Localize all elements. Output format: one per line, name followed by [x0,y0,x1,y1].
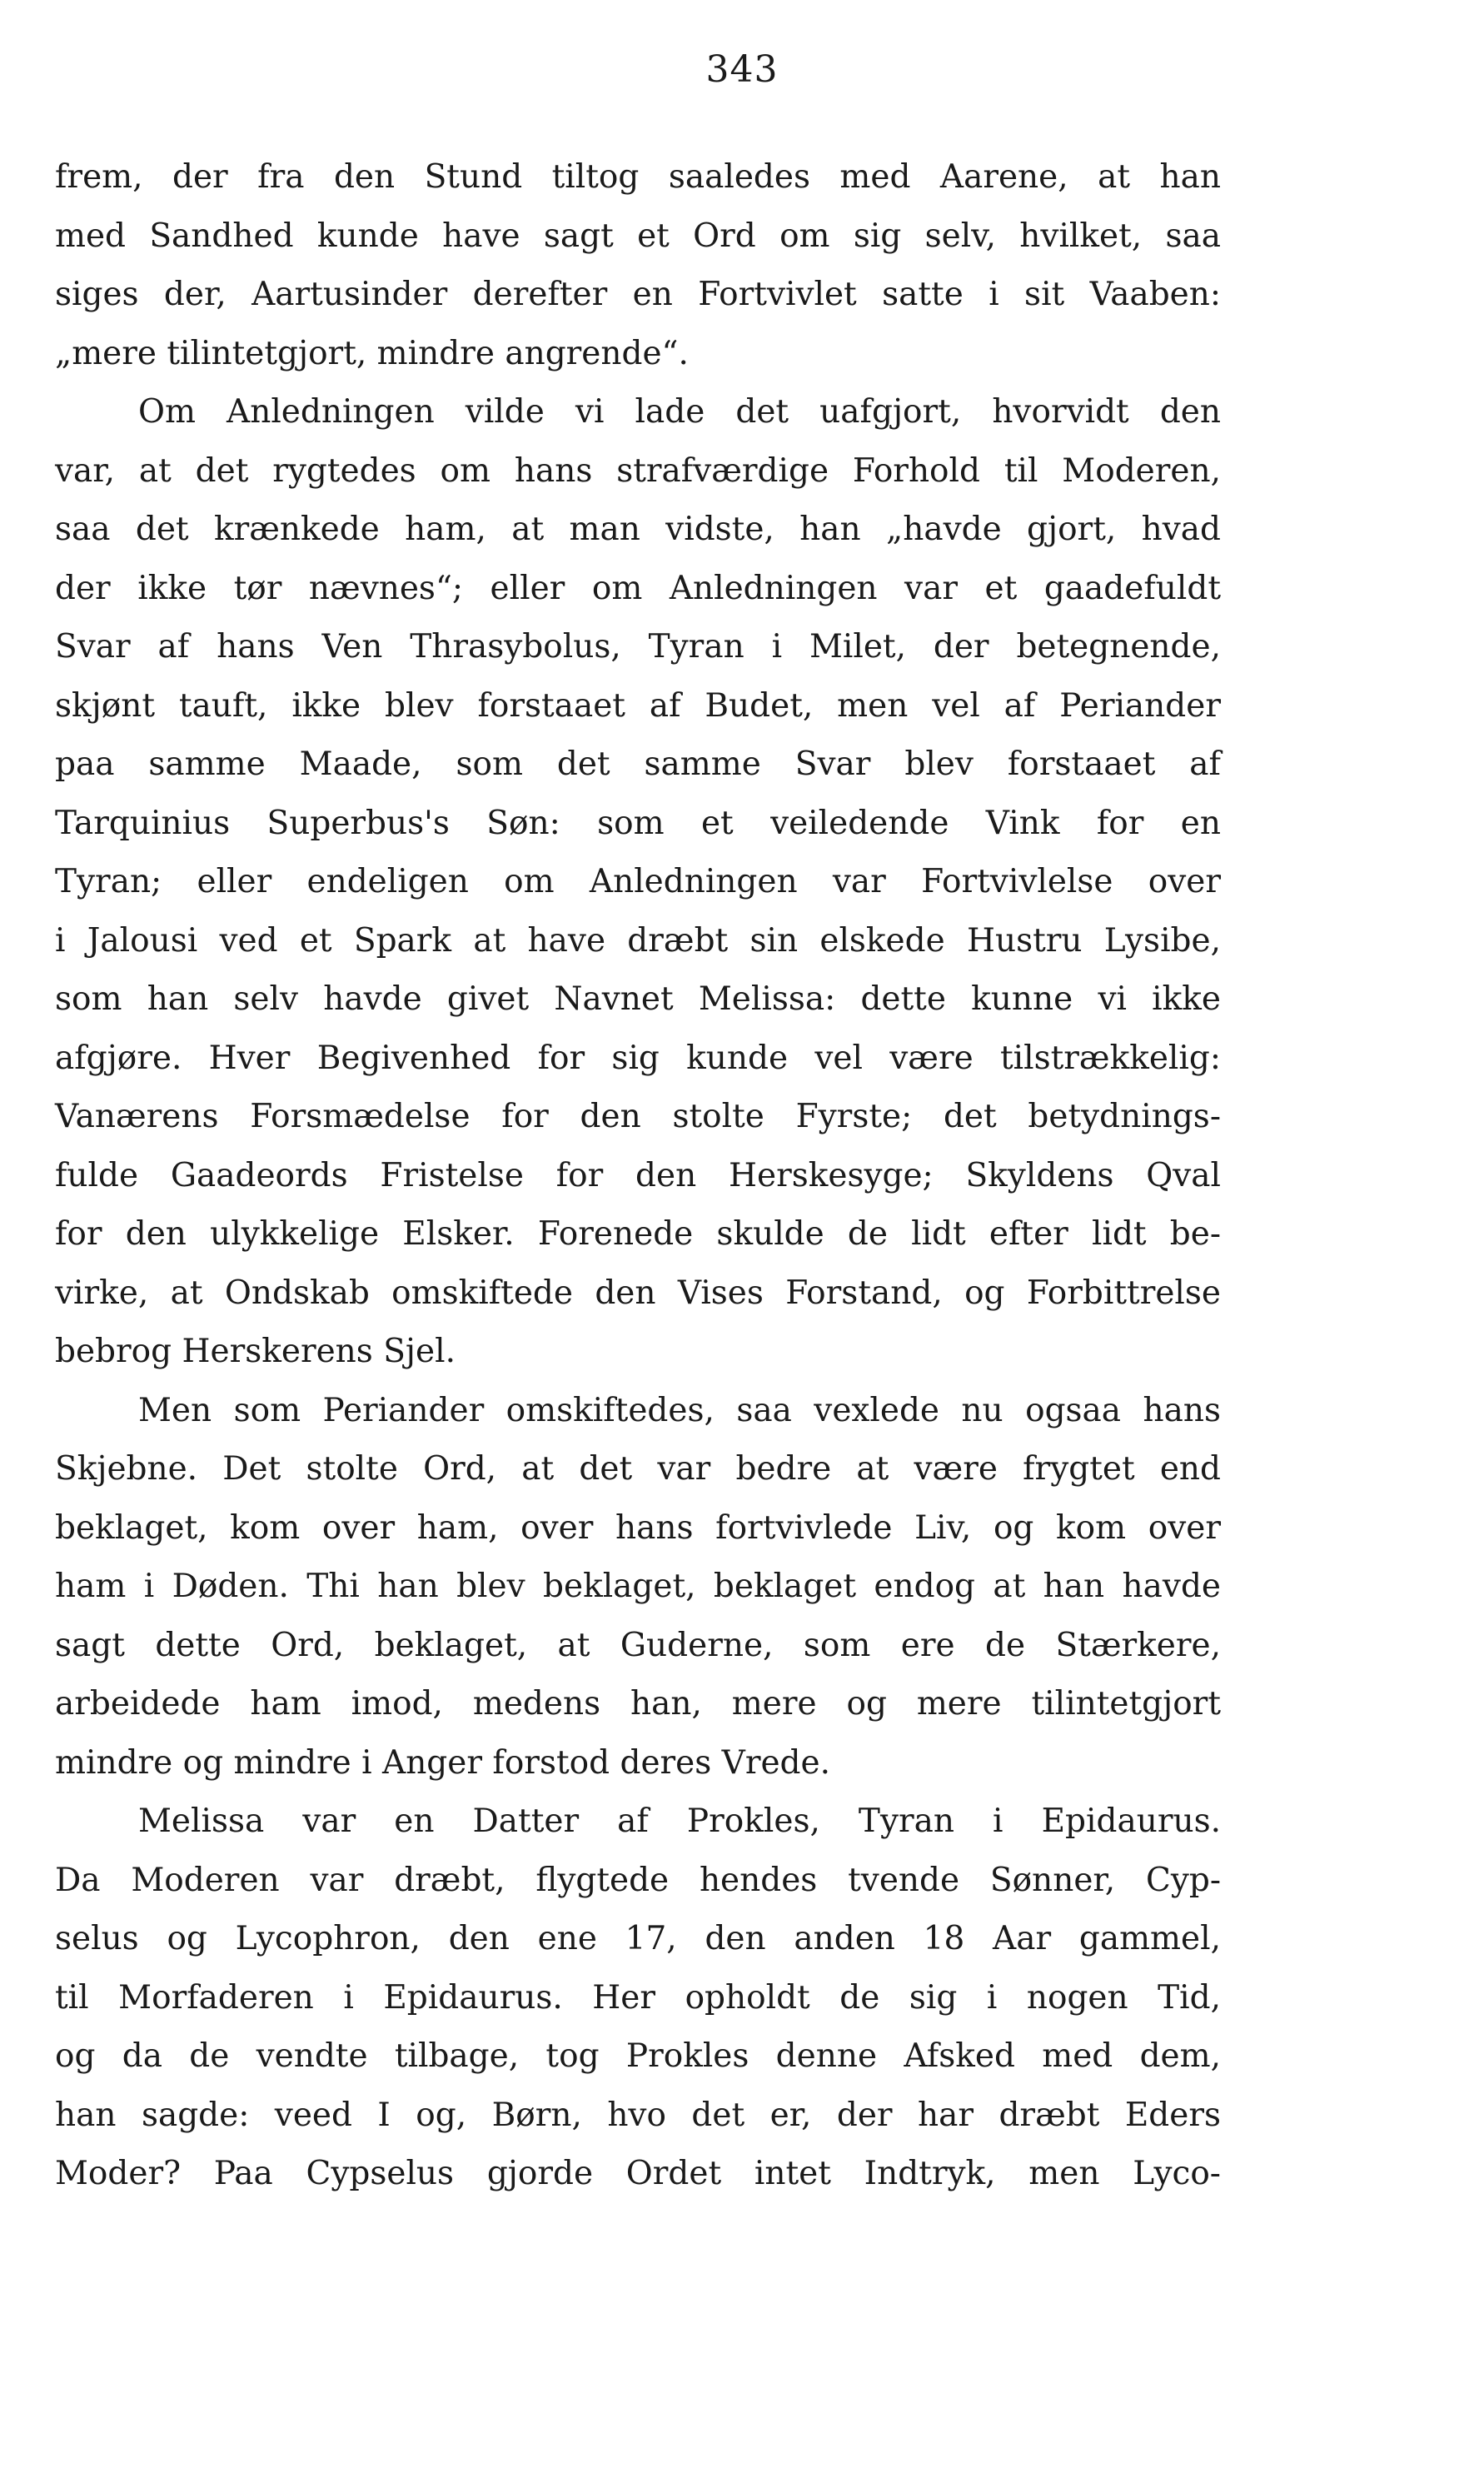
body-text [55,148,1221,2204]
text-line: Tyran; eller endeligen om Anledningen var Fortvivlelse over [55,863,1221,900]
text-line: saa det krænkede ham, at man vidste, han „havde gjort, hvad [55,511,1221,548]
text-line: i Jalousi ved et Spark at have dræbt sin elskede Hustru Lysibe, [55,921,1221,960]
text-line: Da Moderen var dræbt, flygtede hendes tvende Sønner, Cyp- [55,1861,1221,1899]
text-line: paa samme Maade, som det samme Svar blev forstaaet af [55,745,1221,783]
text-line: var, at det rygtedes om hans strafværdige Forhold til Moderen, [55,451,1221,490]
text-line: afgjøre. Hver Begivenhed for sig kunde vel være tilstrækkelig: [55,1039,1221,1077]
text-line: bebrog Herskerens Sjel. [55,1333,456,1370]
text-line: Moder? Paa Cypselus gjorde Ordet intet Indtryk, men Lyco- [55,2155,1221,2192]
text-line: Tarquinius Superbus's Søn: som et veiledende Vink for en [55,804,1221,842]
page-number: 343 [705,48,779,91]
text-line: selus og Lycophron, den ene 17, den anden 18 Aar gammel, [55,1920,1221,1957]
text-line: han sagde: veed I og, Børn, hvo det er, der har dræbt Eders [55,2096,1221,2134]
text-line: mindre og mindre i Anger forstod deres Vrede. [55,1743,830,1782]
text-line: til Morfaderen i Epidaurus. Her opholdt de sig i nogen Tid, [55,1978,1221,2017]
text-line: som han selv havde givet Navnet Melissa: dette kunne vi ikke [55,980,1221,1018]
text-line: arbeidede ham imod, medens han, mere og mere tilintetgjort [55,1685,1221,1723]
text-line: Vanærens Forsmædelse for den stolte Fyrste; det betydnings- [55,1098,1221,1135]
text-line: for den ulykkelige Elsker. Forenede skulde de lidt efter lidt be- [55,1215,1221,1253]
text-line: „mere tilintetgjort, mindre angrende“. [55,334,689,372]
text-line: Men som Periander omskiftedes, saa vexlede nu ogsaa hans [138,1391,1221,1429]
text-line: med Sandhed kunde have sagt et Ord om sig selv, hvilket, saa [55,217,1221,255]
text-line: ham i Døden. Thi han blev beklaget, beklaget endog at han havde [55,1568,1221,1605]
text-line: der ikke tør nævnes“; eller om Anledningen var et gaadefuldt [55,569,1221,607]
text-line: skjønt tauft, ikke blev forstaaet af Budet, men vel af Periander [55,686,1221,725]
text-line: beklaget, kom over ham, over hans fortvivlede Liv, og kom over [55,1508,1221,1547]
text-line: siges der, Aartusinder derefter en Fortvivlet satte i sit Vaaben: [55,276,1221,313]
text-line: frem, der fra den Stund tiltog saaledes med Aarene, at han [55,158,1221,196]
text-line: virke, at Ondskab omskiftede den Vises Forstand, og Forbittrelse [55,1274,1221,1312]
text-line: Melissa var en Datter af Prokles, Tyran i Epidaurus. [138,1802,1221,1840]
text-line: Skjebne. Det stolte Ord, at det var bedre at være frygtet end [55,1450,1221,1488]
text-line: Svar af hans Ven Thrasybolus, Tyran i Milet, der betegnende, [55,628,1221,666]
text-line: og da de vendte tilbage, tog Prokles denne Afsked med dem, [55,2037,1221,2075]
text-line: Om Anledningen vilde vi lade det uafgjort, hvorvidt den [138,393,1221,431]
text-line: fulde Gaadeords Fristelse for den Herskesyge; Skyldens Qval [55,1156,1221,1194]
text-line: sagt dette Ord, beklaget, at Guderne, som ere de Stærkere, [55,1626,1221,1664]
